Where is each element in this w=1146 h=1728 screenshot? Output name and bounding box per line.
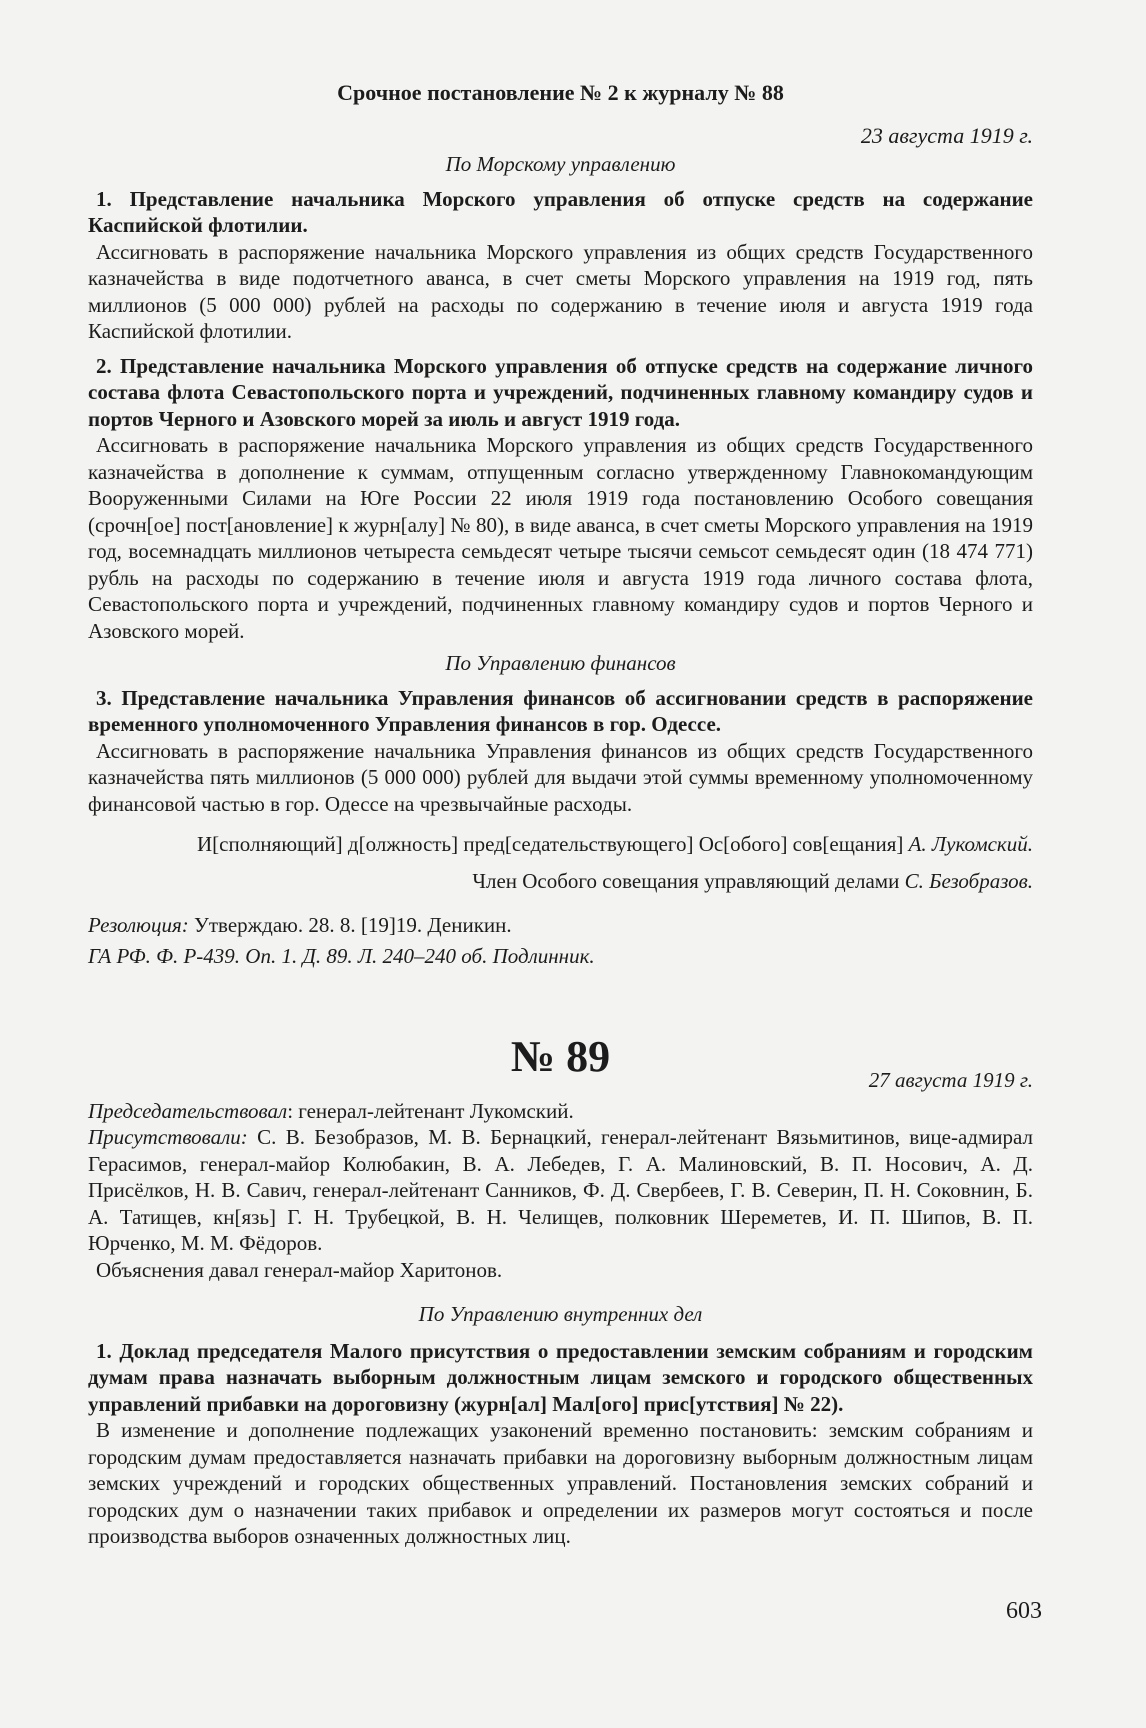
signature-1-name: А. Лукомский. <box>908 832 1033 856</box>
journal-number: № 89 <box>510 1032 611 1081</box>
present-text: С. В. Безобразов, М. В. Бернацкий, генерал-лейтенант Вязьмитинов, вице-адмирал Герасимов, генерал-майор Колюбакин, В. А. Лебедев, Г. А. Малиновский, В. П. Носович, А. Д. Присёлков, Н. В. Савич, генерал-лейтенант Санников, Ф. Д. Свербеев, Г. В. Северин, П. Н. Соковнин, Б. А. Татищев, кн[язь] Г. Н. Трубецкой, В. Н. Челищев, полковник Шереметев, И. П. Шипов, В. П. Юрченко, М. М. Фёдоров. <box>88 1125 1033 1255</box>
item1-text: Ассигновать в распоряжение начальника Морского управления из общих средств Государственного казначейства в виде подотчетного аванса, в счет сметы Морского управления на 1919 год, пять миллионов (5 000 000) рублей на расходы по содержанию в течение июля и августа 1919 года Каспийской флотилии. <box>88 239 1033 343</box>
present-label: Присутствовали: <box>88 1125 248 1149</box>
journal89-item1-text: В изменение и дополнение подлежащих узаконений временно постановить: земским собраниям и городским думам предоставляется назначать прибавки на дороговизну выборным должностным лицам земских учреждений и городских общественных управлений. Постановления земских собраний и городских дум о назначении таких прибавок и определении их размеров могут состояться и после производства выборов означенных должностных лиц. <box>88 1418 1033 1548</box>
item2-title: 2. Представление начальника Морского управления об отпуске средств на содержание личного состава флота Севастопольского порта и учреждений, подчиненных главному командиру судов и портов Черного и Азовского морей за июль и август 1919 года. <box>88 353 1033 431</box>
signature-2-name: С. Безобразов. <box>904 868 1033 893</box>
archive-reference: ГА РФ. Ф. Р-439. Оп. 1. Д. 89. Л. 240–240 об. Подлинник. <box>88 943 595 968</box>
present-members <box>88 1124 1033 1257</box>
page-number: 603 <box>1006 1598 1042 1624</box>
explanations: Объяснения давал генерал-майор Харитонов. <box>96 1257 503 1282</box>
resolution-text: Утверждаю. 28. 8. [19]19. Деникин. <box>193 913 512 937</box>
chairman-text: : генерал-лейтенант Лукомский. <box>287 1098 574 1123</box>
resolution <box>88 912 1033 939</box>
signature-1 <box>88 831 1033 858</box>
section-naval: По Морскому управлению <box>445 152 676 176</box>
item3-title: 3. Представление начальника Управления финансов об ассигновании средств в распоряжение временного уполномоченного Управления финансов в гор. Одессе. <box>88 685 1033 736</box>
resolution-label: Резолюция: <box>88 913 189 937</box>
section-interior: По Управлению внутренних дел <box>418 1302 703 1326</box>
chairman <box>88 1098 1033 1125</box>
decree-date: 23 августа 1919 г. <box>860 122 1033 148</box>
signature-2-role: Член Особого совещания управляющий делами <box>472 868 900 893</box>
chairman-label: Председательствовал <box>88 1098 288 1123</box>
section-finance: По Управлению финансов <box>445 651 676 675</box>
decree-title: Срочное постановление № 2 к журналу № 88 <box>337 80 784 105</box>
document-page <box>88 80 1033 1550</box>
item1-title: 1. Представление начальника Морского управления об отпуске средств на содержание Каспийской флотилии. <box>88 186 1033 237</box>
item3-text: Ассигновать в распоряжение начальника Управления финансов из общих средств Государственного казначейства пять миллионов (5 000 000) рублей для выдачи этой суммы временному уполномоченному финансовой частью в гор. Одессе на чрезвычайные расходы. <box>88 738 1033 816</box>
journal-date: 27 августа 1919 г. <box>868 1068 1033 1092</box>
journal89-item1-title: 1. Доклад председателя Малого присутствия о предоставлении земским собраниям и городским думам права назначать выборным должностным лицам земского и городского общественных управлений прибавки на дороговизну (журн[ал] Мал[ого] прис[утствия] № 22). <box>88 1338 1033 1416</box>
signature-1-role: И[сполняющий] д[олжность] пред[седательствующего] Ос[обого] сов[ещания] <box>197 832 904 856</box>
item2-text: Ассигновать в распоряжение начальника Морского управления из общих средств Государственного казначейства в дополнение к суммам, отпущенным согласно утвержденному Главнокомандующим Вооруженными Силами на Юге России 22 июля 1919 года постановлению Особого совещания (срочн[ое] пост[ановление] к журн[алу] № 80), в виде аванса, в счет сметы Морского управления на 1919 год, восемнадцать миллионов четыреста семьдесят четыре тысячи семьсот семьдесят один (18 474 771) рубль на расходы по содержанию в течение июля и августа 1919 года личного состава флота, Севастопольского порта и учреждений, подчиненных главному командиру судов и портов Черного и Азовского морей. <box>88 433 1033 643</box>
signature-2 <box>88 868 1033 895</box>
